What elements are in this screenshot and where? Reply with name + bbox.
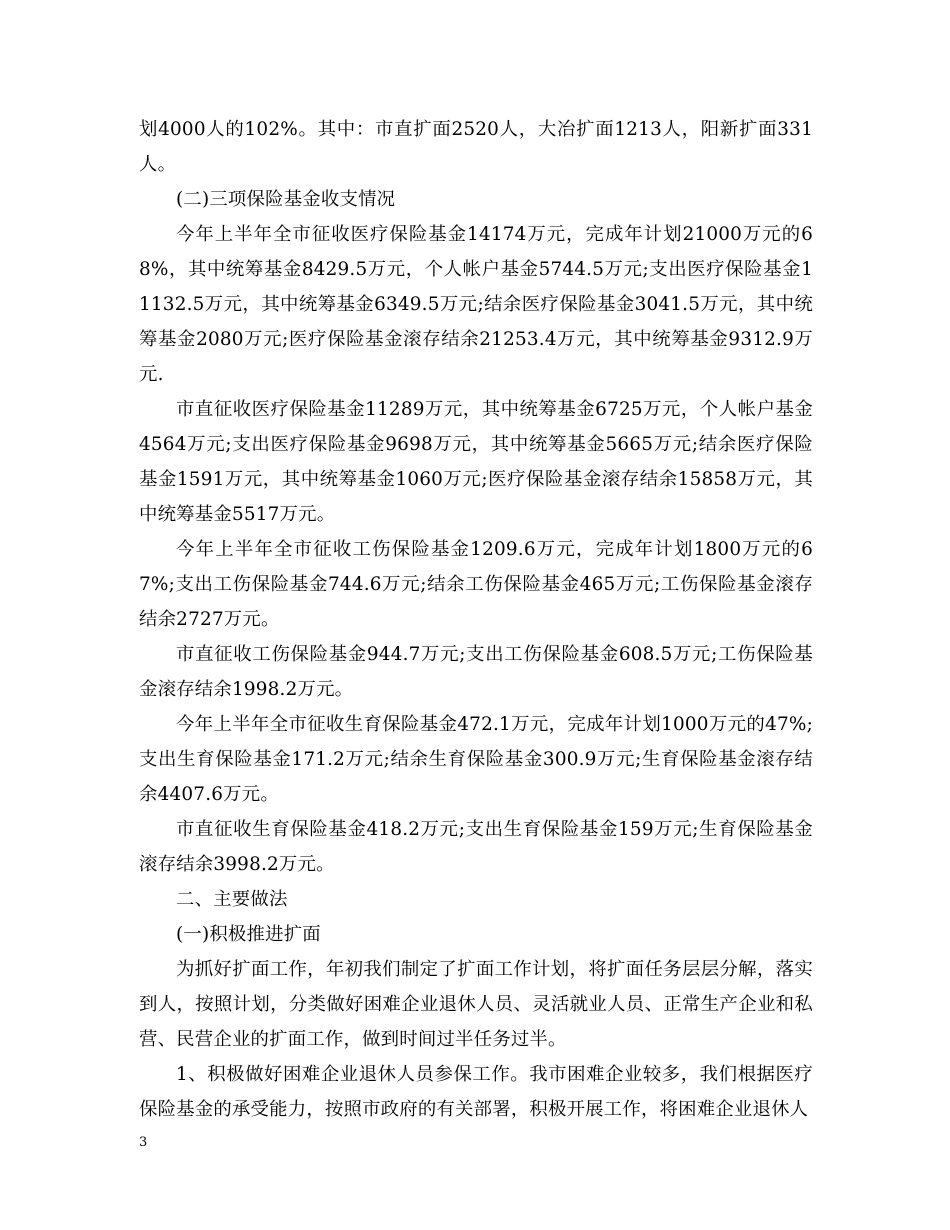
paragraph: 为抓好扩面工作，年初我们制定了扩面工作计划，将扩面任务层层分解，落实到人，按照计划，分类做好困难企业退休人员、灵活就业人员、正常生产企业和私营、民营企业的扩面工作，做到时间过半任务过半。: [139, 959, 813, 1050]
paragraph: 今年上半年全市征收工伤保险基金1209.6万元，完成年计划1800万元的67%;支出工伤保险基金744.6万元;结余工伤保险基金465万元;工伤保险基金滚存结余2727万元。: [139, 539, 813, 630]
paragraph: 今年上半年全市征收医疗保险基金14174万元，完成年计划21000万元的68%，其中统筹基金8429.5万元，个人帐户基金5744.5万元;支出医疗保险基金11132.5万元，其中统筹基金6349.5万元;结余医疗保险基金3041.5万元，其中统筹基金2080万元;医疗保险基金滚存结余21253.4万元，其中统筹基金9312.9万元.: [139, 224, 813, 385]
paragraph: 划4000人的102%。其中：市直扩面2520人，大冶扩面1213人，阳新扩面331人。: [139, 119, 813, 175]
page-number: 3: [139, 1135, 148, 1150]
paragraph: 市直征收医疗保险基金11289万元，其中统筹基金6725万元，个人帐户基金4564万元;支出医疗保险基金9698万元，其中统筹基金5665万元;结余医疗保险基金1591万元，其中统筹基金1060万元;医疗保险基金滚存结余15858万元，其中统筹基金5517万元。: [139, 399, 813, 525]
paragraph: 1、积极做好困难企业退休人员参保工作。我市困难企业较多，我们根据医疗保险基金的承受能力，按照市政府的有关部署，积极开展工作，将困难企业退休人: [139, 1064, 813, 1120]
paragraph: 市直征收生育保险基金418.2万元;支出生育保险基金159万元;生育保险基金滚存结余3998.2万元。: [139, 819, 813, 875]
document-body: [139, 112, 813, 1127]
paragraph: 今年上半年全市征收生育保险基金472.1万元，完成年计划1000万元的47%;支出生育保险基金171.2万元;结余生育保险基金300.9万元;生育保险基金滚存结余4407.6万元。: [139, 714, 813, 805]
paragraph: (一)积极推进扩面: [176, 924, 321, 945]
paragraph: 市直征收工伤保险基金944.7万元;支出工伤保险基金608.5万元;工伤保险基金滚存结余1998.2万元。: [139, 644, 813, 700]
paragraph: (二)三项保险基金收支情况: [176, 189, 396, 210]
paragraph: 二、主要做法: [176, 889, 288, 910]
